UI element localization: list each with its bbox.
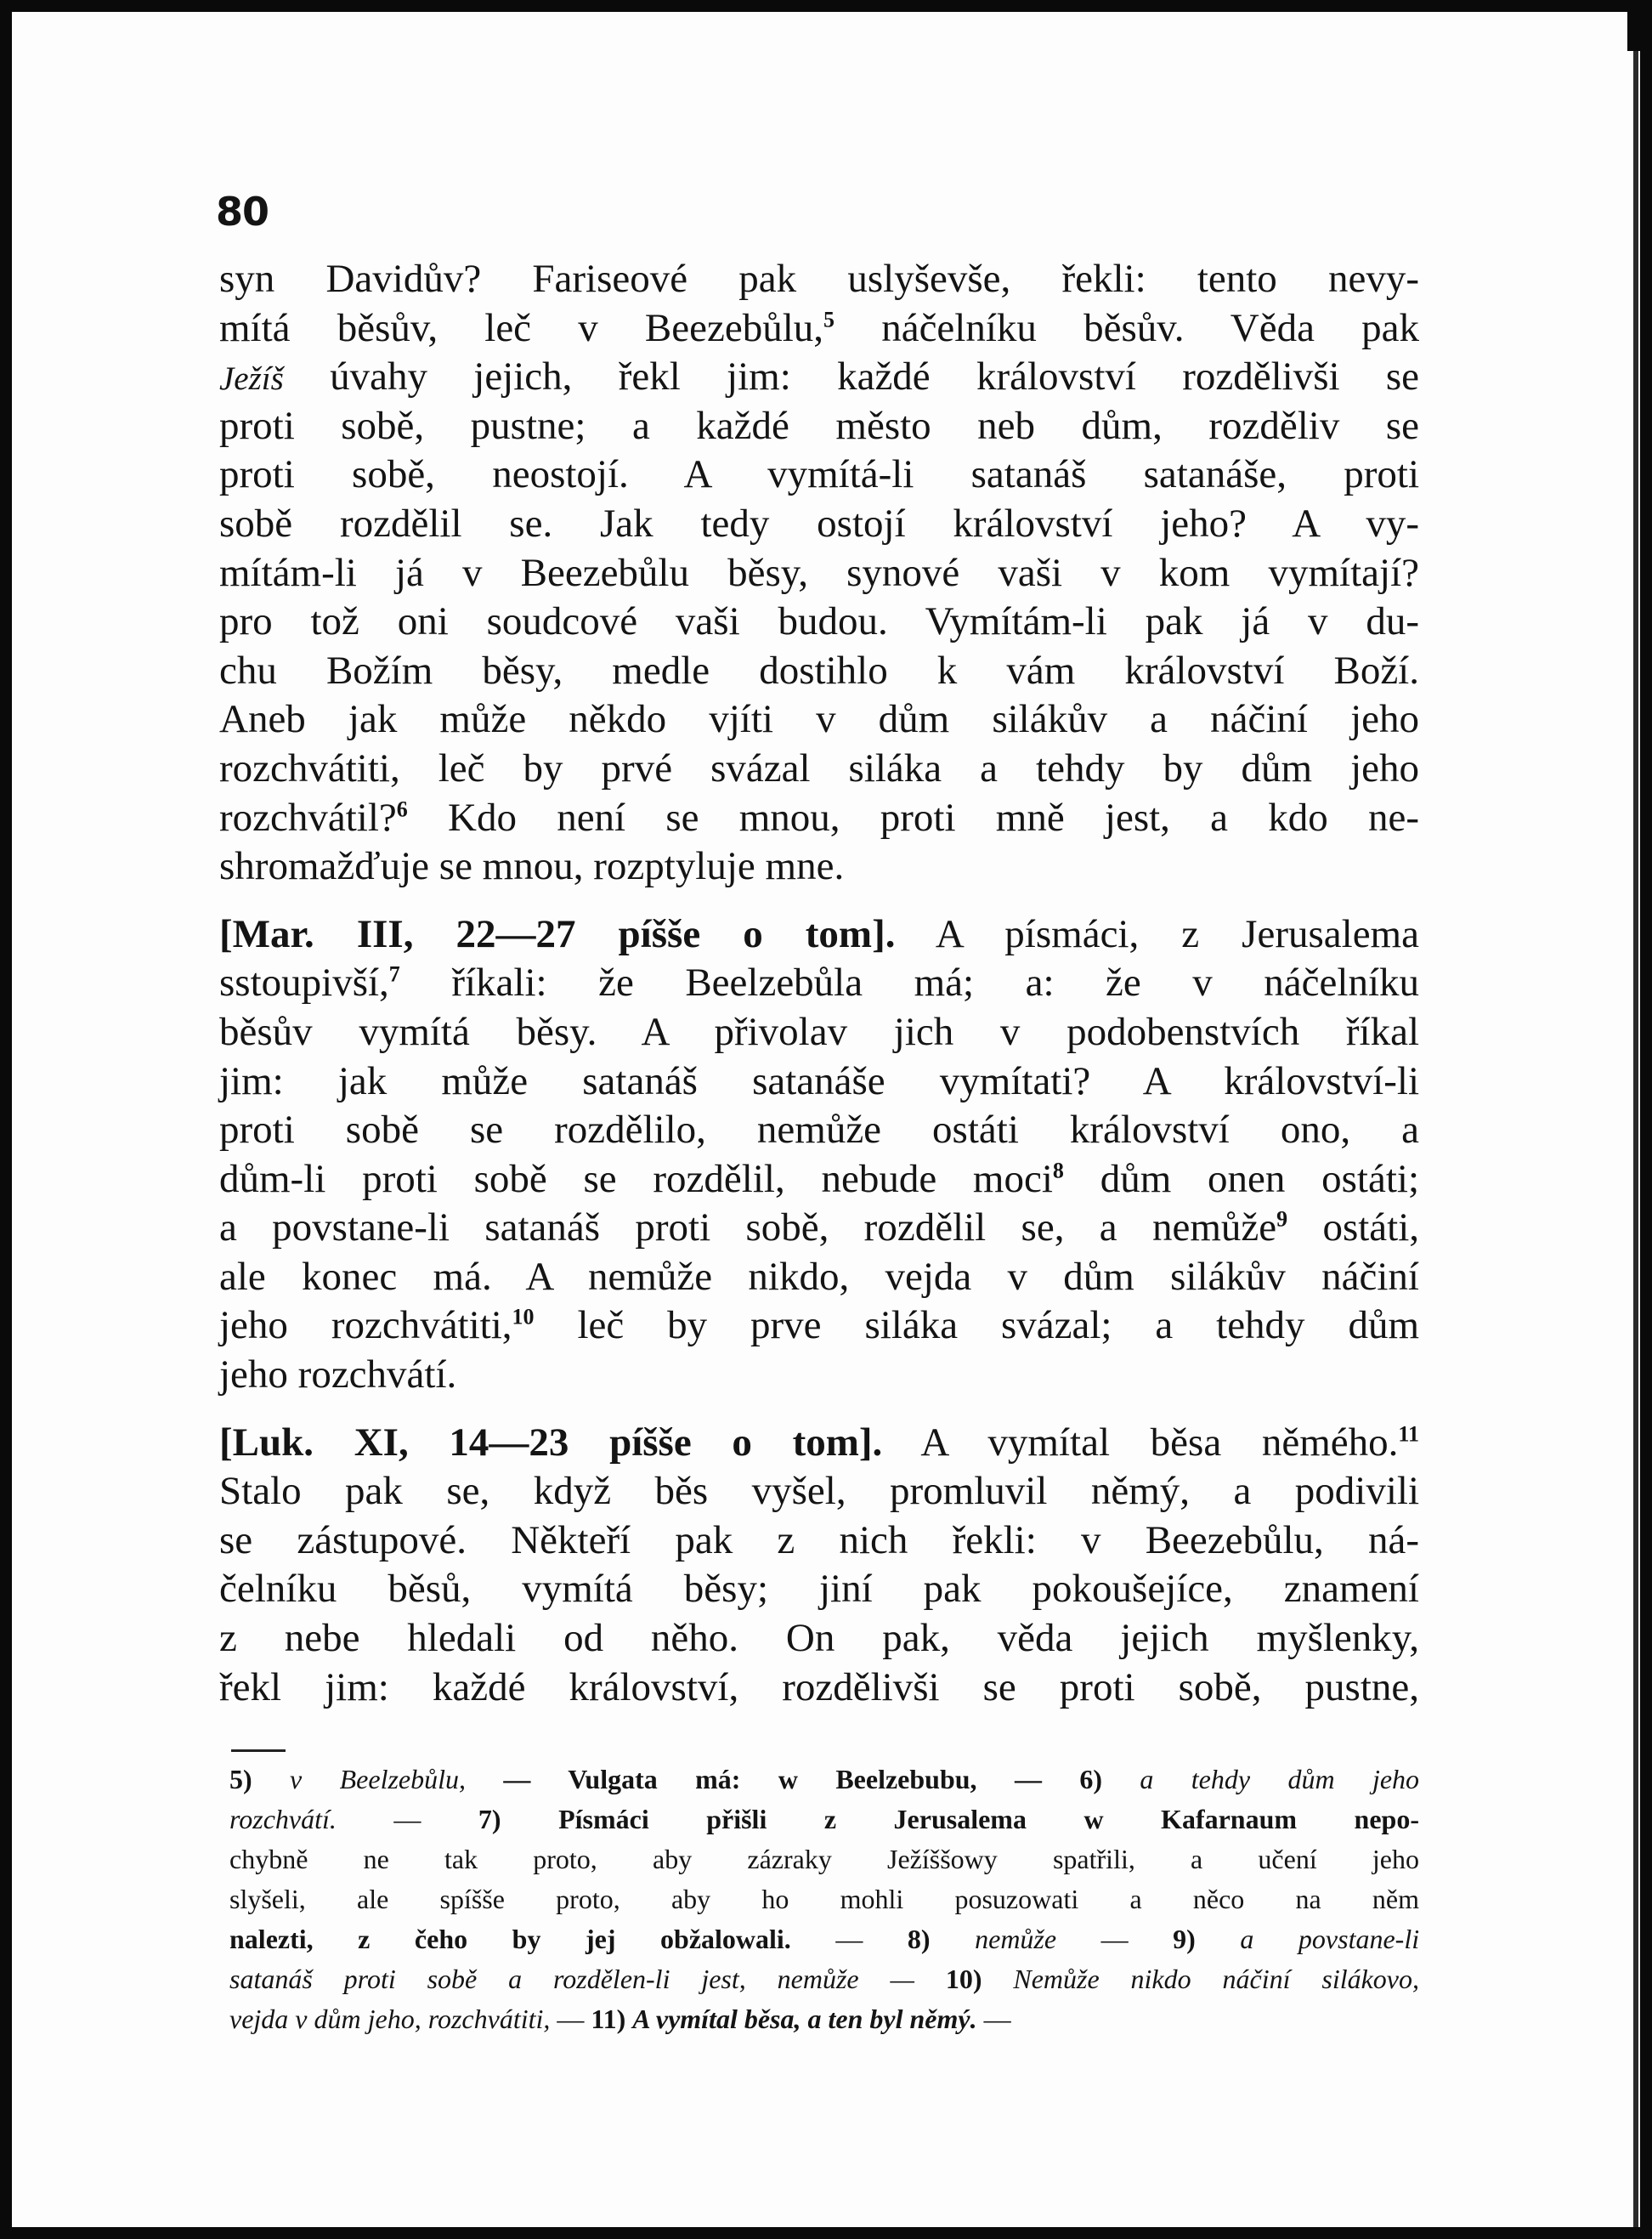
text-line: a povstane-li satanáš proti sobě, rozdělil se, a nemůže$^9$ ostáti, (219, 1205, 1420, 1250)
text-line: jeho rozchvátiti,$^{10}$ leč by prve siláka svázal; a tehdy dům (219, 1303, 1420, 1348)
scan-border-bottom (0, 2227, 1652, 2239)
scan-border-left (0, 0, 12, 2239)
footnote-line: chybně ne tak proto, aby zázraky Ježíššowy spatřili, a učení jeho (229, 1844, 1419, 1874)
page-number: 80 (216, 189, 269, 235)
text-line: čelníku běsů, vymítá běsy; jiní pak pokoušejíce, znamení (219, 1567, 1419, 1612)
text-line: proti sobě, pustne; a každé město neb dům, rozděliv se (219, 403, 1419, 448)
text-line: běsův vymítá běsy. A přivolav jich v podobenstvích říkal (219, 1009, 1419, 1054)
footnote-ref: 11 (1398, 1421, 1419, 1446)
binding-edge-line (1633, 51, 1638, 2227)
text-line: z nebe hledali od něho. On pak, věda jejich myšlenky, (219, 1616, 1419, 1661)
footnote-ref: 9 (1276, 1206, 1288, 1232)
gospel-reference: [Mar. III, 22—27 píšše o tom]. (219, 911, 896, 956)
gospel-reference: [Luk. XI, 14—23 píšše o tom]. (219, 1420, 883, 1465)
footnote-divider (231, 1749, 286, 1752)
scan-border-corner (1627, 0, 1652, 51)
footnote-line: rozchvátí. — 7) Písmáci přišli z Jerusalema w Kafarnaum nepo- (229, 1804, 1419, 1834)
main-text (219, 255, 1419, 1712)
text-line: jeho rozchvátí. (219, 1352, 457, 1397)
text-line: sstoupivší,$^7$ říkali: že Beelzebůla má; a: že v náčelníku (219, 961, 1420, 1006)
footnote-line: slyšeli, ale spíšše proto, aby ho mohli posuzowati a něco na něm (229, 1884, 1419, 1914)
footnote-ref: 5 (823, 306, 835, 332)
text-line: dům-li proti sobě se rozdělil, nebude moci$^8$ dům onen ostáti; (219, 1156, 1419, 1201)
text-line: se zástupové. Někteří pak z nich řekli: v Beezebůlu, ná- (219, 1517, 1419, 1562)
text-line: ale konec má. A nemůže nikdo, vejda v dům silákův náčiní (219, 1254, 1419, 1299)
text-line: Stalo pak se, když běs vyšel, promluvil němý, a podivili (219, 1469, 1419, 1514)
footnote-ref: 6 (396, 796, 408, 821)
text-line: sobě rozdělil se. Jak tedy ostojí království jeho? A vy- (219, 501, 1419, 546)
text-line: shromažďuje se mnou, rozptyluje mne. (219, 844, 845, 889)
footnote-line: nalezti, z čeho by jej obžalowali. — 8) nemůže — 9) a povstane-li (229, 1924, 1420, 1954)
text-line: proti sobě, neostojí. A vymítá-li satanáš satanáše, proti (219, 452, 1419, 497)
text-line: pro tož oni soudcové vaši budou. Vymítám-li pak já v du- (219, 599, 1419, 644)
text-line: proti sobě se rozdělilo, nemůže ostáti království ono, a (219, 1108, 1419, 1153)
text-line: syn Davidův? Fariseové pak uslyševše, řekli: tento nevy- (219, 257, 1419, 301)
italic-word: Ježíš (219, 360, 284, 398)
footnote-line: 5) v Beelzebůlu, — Vulgata má: w Beelzebubu, — 6) a tehdy dům jeho (229, 1764, 1420, 1794)
footnote-line: satanáš proti sobě a rozdělen-li jest, nemůže — 10) Nemůže nikdo náčiní silákovo, (229, 1964, 1419, 1994)
footnote-ref: 8 (1052, 1158, 1064, 1183)
footnote-ref: 10 (512, 1304, 535, 1329)
footnote-line: vejda v dům jeho, rozchvátiti, — 11) A vymítal běsa, a ten byl němý. — (229, 2004, 1011, 2034)
footnote-ref: 7 (388, 961, 400, 987)
text-line: [Mar. III, 22—27 píšše o tom]. A písmáci, z Jerusalema (219, 911, 1419, 956)
text-line: jim: jak může satanáš satanáše vymítati? A království-li (219, 1058, 1419, 1103)
scan-border-top (0, 0, 1652, 12)
text-line: mítá běsův, leč v Beezebůlu,$^5$ náčelníku běsův. Věda pak (219, 305, 1419, 350)
text-line: Ježíš úvahy jejich, řekl jim: každé království rozdělivši se (219, 354, 1420, 400)
text-line: Aneb jak může někdo vjíti v dům silákův a náčiní jeho (219, 697, 1419, 742)
text-line: řekl jim: každé království, rozdělivši se proti sobě, pustne, (219, 1664, 1419, 1709)
text-line: mítám-li já v Beezebůlu běsy, synové vaši v kom vymítají? (219, 550, 1419, 595)
text-line: chu Božím běsy, medle dostihlo k vám království Boží. (219, 648, 1419, 693)
text-line: [Luk. XI, 14—23 píšše o tom]. A vymítal běsa němého.$^{11}$ (219, 1420, 1419, 1465)
text-line: rozchvátiti, leč by prvé svázal siláka a tehdy by dům jeho (219, 745, 1419, 791)
footnotes (229, 1760, 1419, 2039)
scan-border-right (1640, 0, 1652, 2239)
text-line: rozchvátil?$^6$ Kdo není se mnou, proti mně jest, a kdo ne- (219, 795, 1419, 840)
